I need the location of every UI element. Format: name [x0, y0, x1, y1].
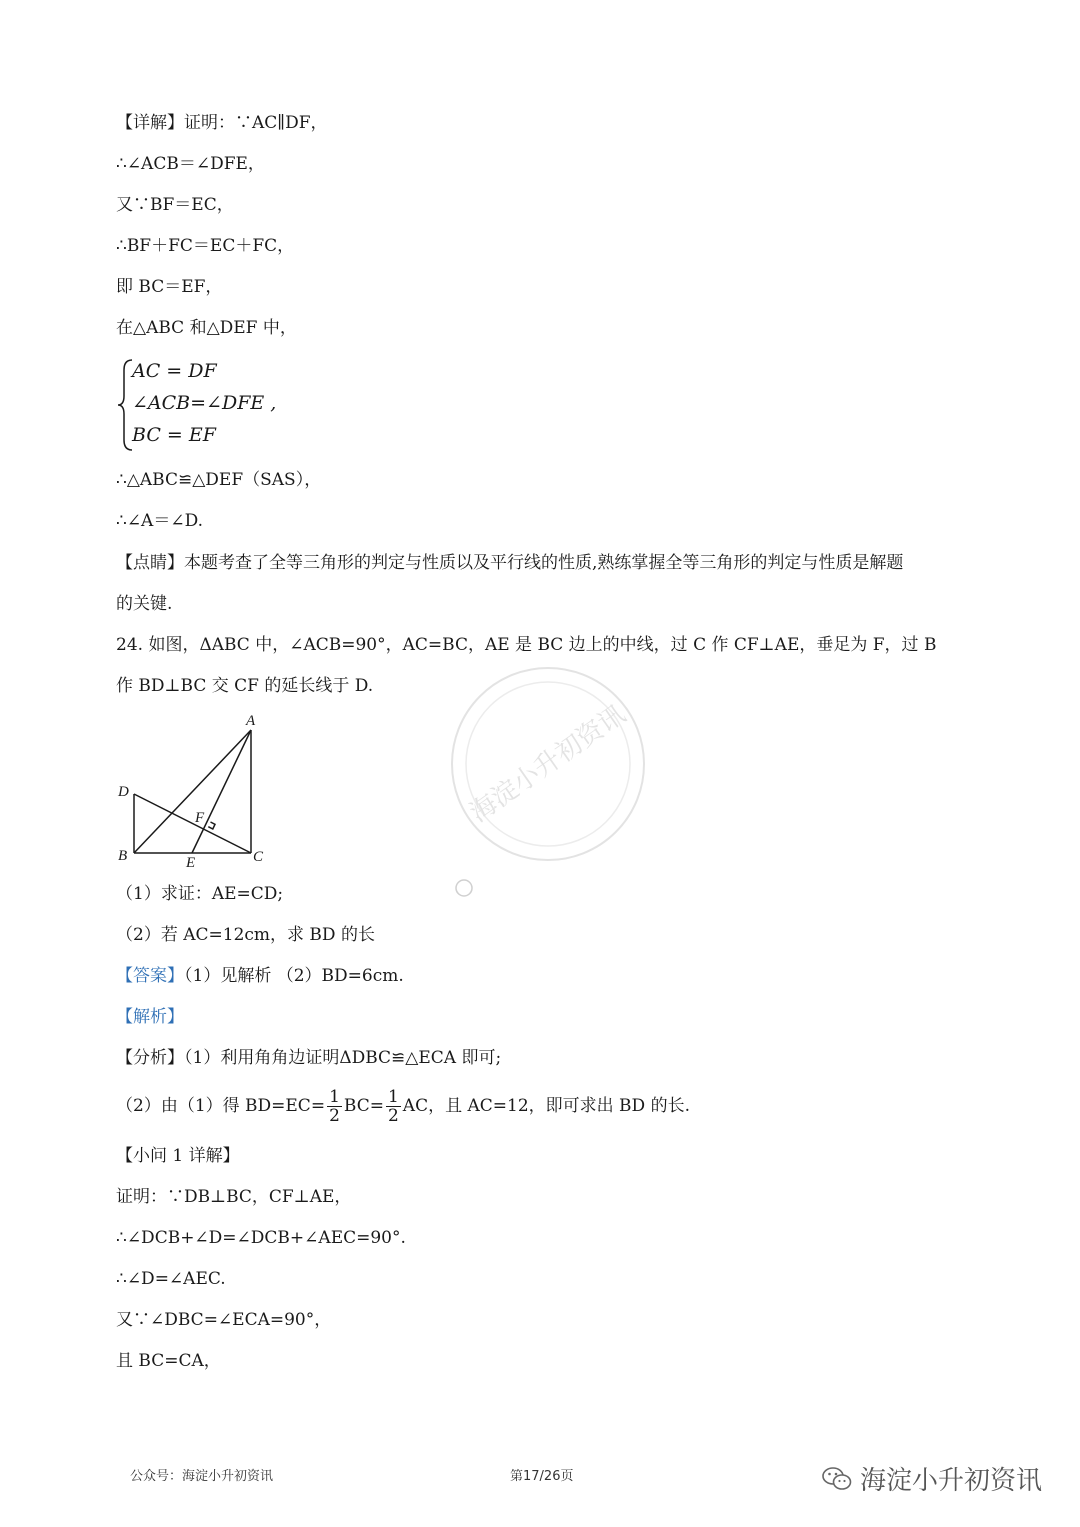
- label-b: B: [118, 848, 128, 864]
- geometry-figure: [112, 708, 282, 874]
- proof-line: 且 BC=CA，: [116, 1351, 221, 1371]
- proof-line: ∴∠D=∠AEC.: [116, 1269, 226, 1289]
- question-text: 作 BD⊥BC 交 CF 的延长线于 D.: [116, 676, 374, 696]
- watermark-text: 海淀小升初资讯: [464, 699, 632, 829]
- analysis-segment: BC=: [343, 1096, 384, 1116]
- text-line: 【详解】证明：∵AC∥DF，: [116, 113, 328, 133]
- analysis-segment: （2）由（1）得 BD=EC=: [116, 1096, 326, 1116]
- label-e: E: [186, 855, 196, 871]
- text-line: 在△ABC 和△DEF 中，: [116, 318, 297, 338]
- fraction: [327, 1088, 342, 1125]
- label-c: C: [253, 849, 264, 865]
- text-line: ∴∠A＝∠D.: [116, 511, 204, 531]
- equation: ∠ACB=∠DFE ,: [132, 392, 277, 414]
- proof-line: 证明：∵DB⊥BC，CF⊥AE，: [116, 1187, 352, 1207]
- text-line: 即 BC＝EF，: [116, 277, 223, 297]
- analysis-segment: AC，且 AC=12，即可求出 BD 的长.: [402, 1096, 690, 1116]
- section-tag: 【小问 1 详解】: [116, 1146, 240, 1166]
- subquestion-text: （2）若 AC=12cm，求 BD 的长: [116, 925, 375, 945]
- fraction-denominator: 2: [387, 1106, 399, 1126]
- label-f: F: [195, 810, 205, 826]
- page-number: 第17/26页: [510, 1469, 574, 1484]
- text-line: 的关键.: [116, 594, 173, 614]
- equation: BC = EF: [132, 424, 216, 446]
- text-line: ∴BF＋FC＝EC＋FC，: [116, 236, 295, 256]
- subquestion-text: （1）求证：AE=CD;: [116, 884, 284, 904]
- fraction: [386, 1088, 401, 1125]
- question-text: 24. 如图，ΔABC 中，∠ACB=90°，AC=BC，AE 是 BC 边上的中线，过 C 作 CF⊥AE，垂足为 F，过 B: [116, 635, 937, 655]
- wechat-icon: [822, 1466, 852, 1492]
- text-line: ∴∠ACB＝∠DFE，: [116, 154, 265, 174]
- text-line: ∴△ABC≌△DEF（SAS），: [116, 470, 322, 490]
- text-line: 又∵BF＝EC，: [116, 195, 234, 215]
- label-d: D: [118, 784, 129, 800]
- fraction-numerator: 1: [329, 1087, 340, 1107]
- analysis-text: 【分析】（1）利用角角边证明ΔDBC≌△ECA 即可;: [116, 1048, 502, 1068]
- analysis-tag: 【解析】: [116, 1007, 184, 1027]
- analysis-text: [116, 1086, 690, 1126]
- fraction-numerator: 1: [387, 1087, 399, 1107]
- proof-line: 又∵∠DBC=∠ECA=90°，: [116, 1310, 332, 1330]
- answer-text: （1）见解析 （2）BD=6cm.: [184, 966, 404, 986]
- text-line: 【点睛】本题考查了全等三角形的判定与性质以及平行线的性质,熟练掌握全等三角形的判定与性质是解题: [116, 553, 904, 573]
- answer-line: [116, 965, 404, 987]
- brand-text: 海淀小升初资讯: [860, 1466, 1043, 1496]
- equation: AC = DF: [132, 360, 217, 382]
- fraction-denominator: 2: [329, 1106, 340, 1126]
- footer-account: 公众号：海淀小升初资讯: [130, 1469, 274, 1484]
- answer-tag: 【答案】: [116, 966, 184, 986]
- proof-line: ∴∠DCB+∠D=∠DCB+∠AEC=90°.: [116, 1228, 406, 1248]
- watermark-stamp: [440, 660, 650, 900]
- label-a: A: [246, 713, 256, 729]
- brand-watermark: [822, 1460, 1042, 1497]
